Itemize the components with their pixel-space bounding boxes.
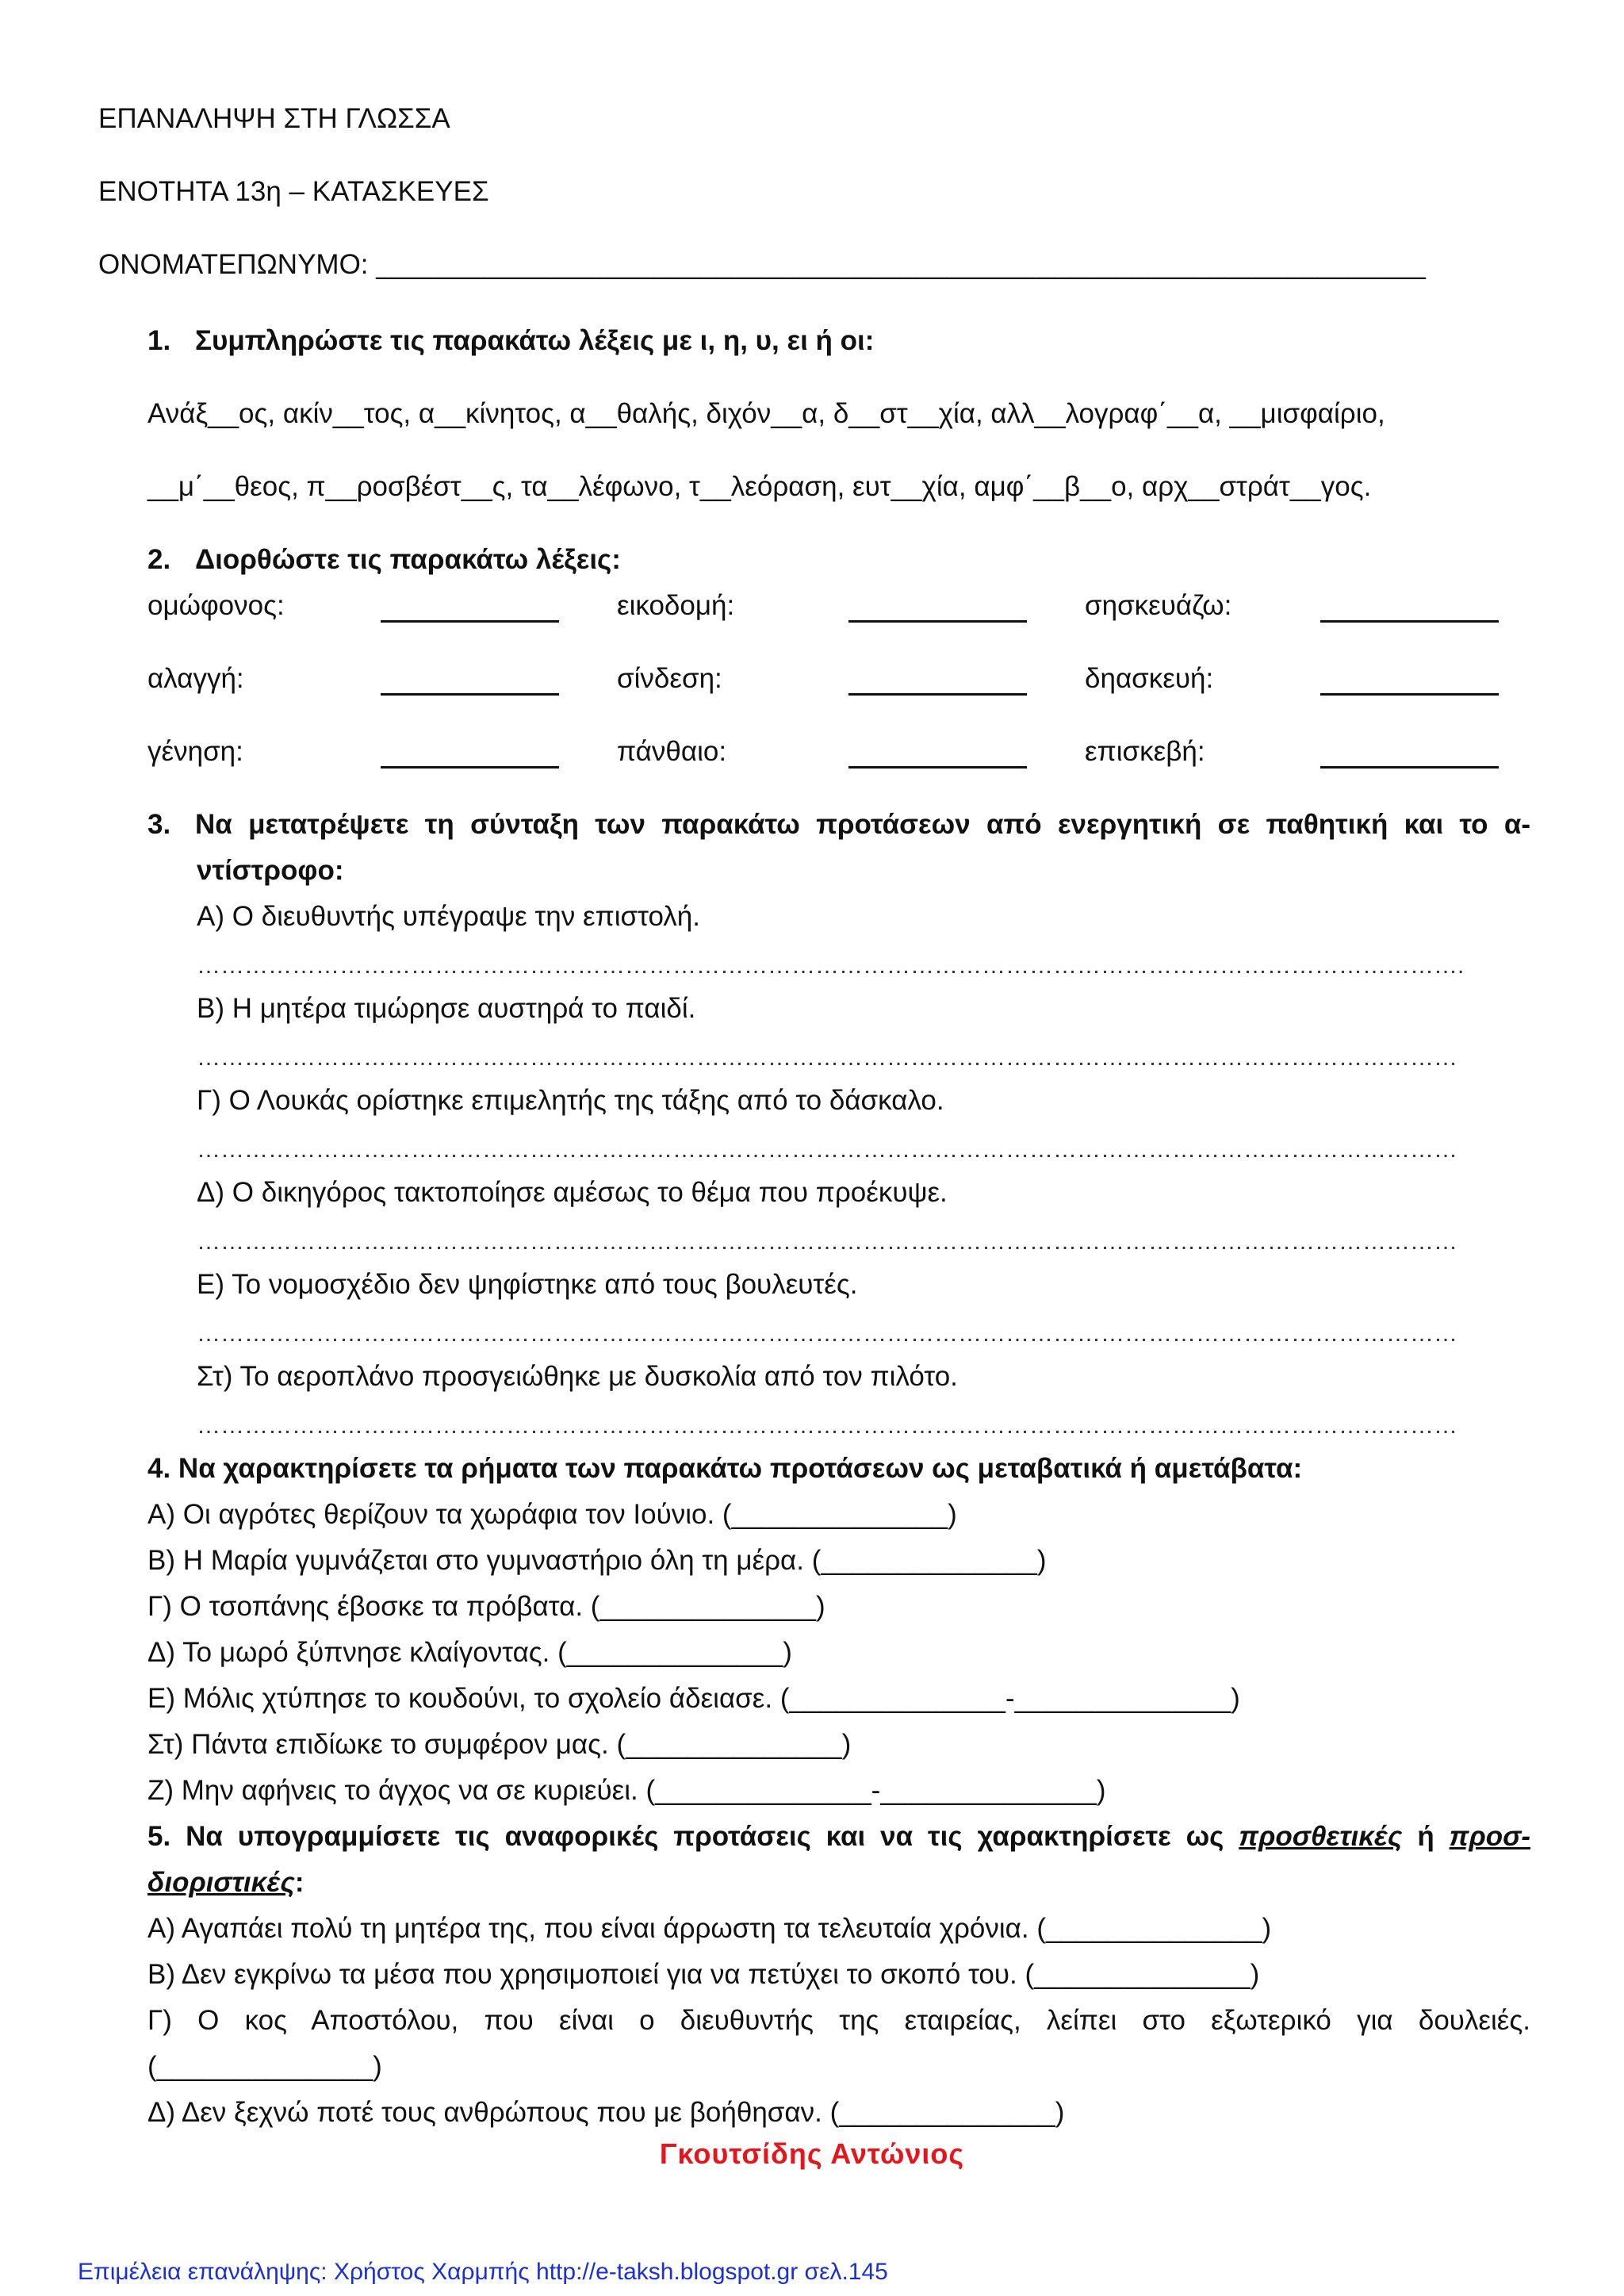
q2-answer-blank[interactable] [1320, 693, 1499, 696]
q2-word: εικοδομή: [617, 590, 735, 621]
q5-colon: : [294, 1867, 304, 1898]
q2-answer-blank[interactable] [381, 766, 559, 769]
q5-term-restrictive-part1: προσ- [1449, 1821, 1530, 1852]
q2-answer-blank[interactable] [381, 693, 559, 696]
q4-item[interactable]: Στ) Πάντα επιδίωκε το συμφέρον μας. (______________) [147, 1729, 852, 1760]
q5-item: Γ) Ο κος Αποστόλου, που είναι ο διευθυντής της εταιρείας, λείπει στο εξωτερικό για δουλειές. [147, 2005, 1530, 2036]
q4-item[interactable]: Α) Οι αγρότες θερίζουν τα χωράφια τον Ιούνιο. (______________) [147, 1499, 957, 1530]
q4-item[interactable]: Ε) Μόλις χτύπησε το κουδούνι, το σχολείο άδειασε. (______________-______________) [147, 1683, 1240, 1714]
q2-heading [147, 542, 621, 577]
q2-answer-blank[interactable] [1320, 766, 1499, 769]
q3-answer-dots[interactable]: ……………………………………………………………………………………………………………………………………………. [197, 953, 1465, 979]
q2-answer-blank[interactable] [848, 620, 1027, 623]
q2-answer-blank[interactable] [848, 693, 1027, 696]
q3-answer-dots[interactable]: …………………………………………………………………………………………………………………………………………… [197, 1228, 1457, 1255]
q5-title: 5. Να υπογραμμίσετε τις αναφορικές προτάσεις και να τις χαρακτηρίσετε ως [147, 1821, 1224, 1852]
page-footer: Επιμέλεια επανάληψης: Χρήστος Χαρμπής http://e-taksh.blogspot.gr σελ.145 [78, 2259, 888, 2285]
q2-number: 2. [147, 544, 171, 575]
q3-sentence: Στ) Το αεροπλάνο προσγειώθηκε με δυσκολία από τον πιλότο. [197, 1361, 958, 1392]
q5-item[interactable]: Δ) Δεν ξεχνώ ποτέ τους ανθρώπους που με βοήθησαν. (______________) [147, 2097, 1065, 2128]
name-field[interactable]: ΟΝΟΜΑΤΕΠΩΝΥΜΟ: ____________________________________________________________________ [98, 249, 1426, 280]
q1-heading [147, 324, 874, 358]
q5-heading [147, 1819, 1530, 1854]
q3-answer-dots[interactable]: …………………………………………………………………………………………………………………………………………… [197, 1045, 1457, 1071]
q2-answer-blank[interactable] [1320, 620, 1499, 623]
q5-term-additive: προσθετικές [1239, 1821, 1403, 1852]
q2-word: επισκεβή: [1085, 736, 1205, 767]
q5-heading-line-2 [147, 1865, 304, 1900]
q2-word: αλαγγή: [147, 663, 244, 694]
q2-word: γένηση: [147, 736, 243, 767]
q4-heading: 4. Να χαρακτηρίσετε τα ρήματα των παρακάτω προτάσεων ως μεταβατικά ή αμετάβατα: [147, 1453, 1303, 1484]
q5-or: ή [1417, 1821, 1434, 1852]
q5-term-restrictive-part2: διοριστικές [147, 1867, 295, 1898]
q1-line-2[interactable]: __μ΄__θεος, π__ροσβέστ__ς, τα__λέφωνο, τ__λεόραση, ευτ__χία, αμφ΄__β__ο, αρχ__στράτ__γος. [147, 471, 1372, 502]
worksheet-title: ΕΠΑΝΑΛΗΨΗ ΣΤΗ ΓΛΩΣΣΑ [98, 103, 450, 134]
q3-sentence: Α) Ο διευθυντής υπέγραψε την επιστολή. [197, 901, 700, 932]
q3-answer-dots[interactable]: …………………………………………………………………………………………………………………………………………… [197, 1137, 1457, 1163]
q2-title: Διορθώστε τις παρακάτω λέξεις: [195, 544, 621, 575]
q3-number: 3. [147, 809, 171, 840]
q3-answer-dots[interactable]: …………………………………………………………………………………………………………………………………………… [197, 1412, 1457, 1439]
q2-word: πάνθαιο: [617, 736, 727, 767]
q2-answer-blank[interactable] [381, 620, 559, 623]
unit-title: ΕΝΟΤΗΤΑ 13η – ΚΑΤΑΣΚΕΥΕΣ [98, 176, 489, 207]
q4-item[interactable]: Ζ) Μην αφήνεις το άγχος να σε κυριεύει. (______________-______________) [147, 1775, 1106, 1806]
q3-heading [147, 807, 1530, 842]
q1-title: Συμπληρώστε τις παρακάτω λέξεις με ι, η, υ, ει ή οι: [195, 325, 875, 356]
q3-answer-dots[interactable]: …………………………………………………………………………………………………………………………………………… [197, 1320, 1457, 1347]
q5-item-blank[interactable]: (______________) [147, 2051, 382, 2082]
q2-word: δηασκευή: [1085, 663, 1214, 694]
q1-line-1[interactable]: Ανάξ__ος, ακίν__τος, α__κίνητος, α__θαλής, διχόν__α, δ__στ__χία, αλλ__λογραφ΄__α, __μισφαίριο, [147, 398, 1385, 429]
q1-number: 1. [147, 325, 171, 356]
q4-item[interactable]: Γ) Ο τσοπάνης έβοσκε τα πρόβατα. (______________) [147, 1591, 825, 1622]
q3-sentence: Δ) Ο δικηγόρος τακτοποίησε αμέσως το θέμα που προέκυψε. [197, 1177, 948, 1208]
q3-title-line-1: Να μετατρέψετε τη σύνταξη των παρακάτω προτάσεων από ενεργητική σε παθητική και το α- [195, 809, 1530, 840]
q5-item[interactable]: Α) Αγαπάει πολύ τη μητέρα της, που είναι άρρωστη τα τελευταία χρόνια. (______________) [147, 1913, 1272, 1944]
q2-word: ομώφονος: [147, 590, 285, 621]
q5-item[interactable]: Β) Δεν εγκρίνω τα μέσα που χρησιμοποιεί για να πετύχει το σκοπό του. (______________) [147, 1959, 1260, 1990]
q3-sentence: Γ) Ο Λουκάς ορίστηκε επιμελητής της τάξης από το δάσκαλο. [197, 1085, 944, 1116]
q2-word: σίνδεση: [617, 663, 722, 694]
q4-item[interactable]: Β) Η Μαρία γυμνάζεται στο γυμναστήριο όλη τη μέρα. (______________) [147, 1545, 1047, 1576]
q3-title-line-2: ντίστροφο: [197, 855, 344, 886]
q3-sentence: Β) Η μητέρα τιμώρησε αυστηρά το παιδί. [197, 993, 696, 1024]
q3-sentence: Ε) Το νομοσχέδιο δεν ψηφίστηκε από τους βουλευτές. [197, 1269, 858, 1300]
author-name: Γκουτσίδης Αντώνιος [659, 2137, 965, 2170]
q2-word: σησκευάζω: [1085, 590, 1232, 621]
q2-answer-blank[interactable] [848, 766, 1027, 769]
q4-item[interactable]: Δ) Το μωρό ξύπνησε κλαίγοντας. (______________) [147, 1637, 792, 1668]
